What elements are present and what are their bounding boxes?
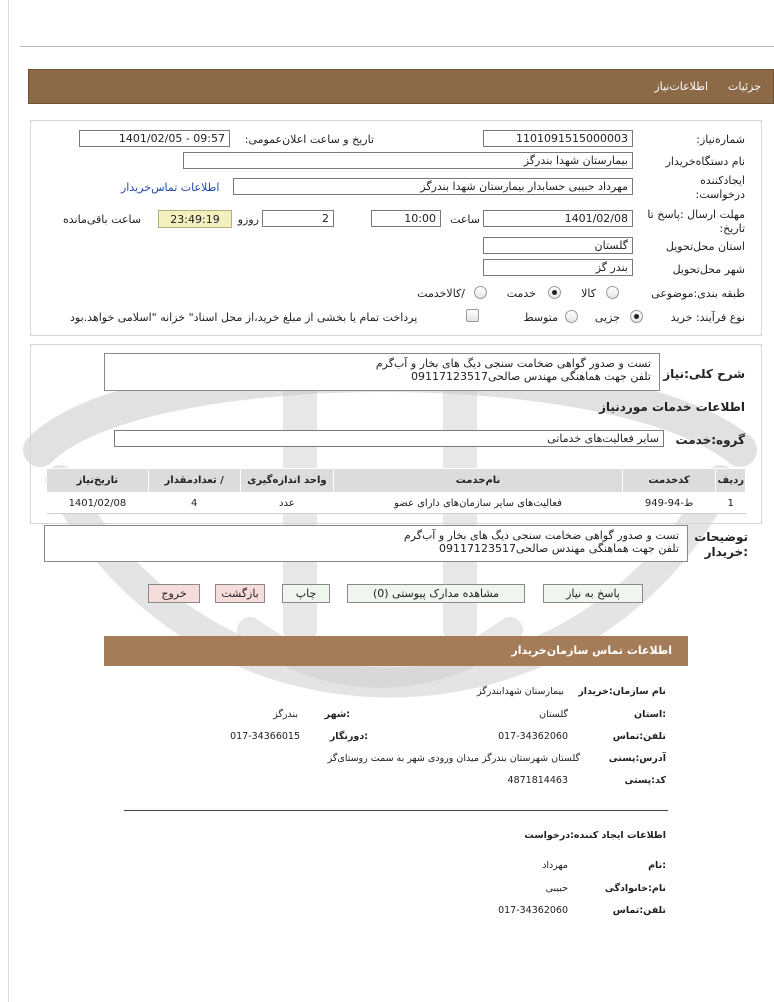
need-number-label: شماره‌نیاز: bbox=[696, 133, 745, 146]
category-label: طبقه بندی:موضوعی bbox=[651, 287, 745, 300]
contact-phone-label: تلفن:تماس bbox=[612, 731, 666, 742]
service-group-label: گروه:خدمت bbox=[675, 433, 745, 447]
deadline-date-field: 1401/02/08 bbox=[483, 210, 633, 227]
remaining-label: ساعت باقی‌مانده bbox=[63, 213, 142, 226]
contact-province-value: گلستان bbox=[539, 709, 568, 720]
col-quantity: / تعدادمقدار bbox=[148, 469, 240, 493]
creator-family-value: حبیبی bbox=[545, 883, 568, 894]
deadline-label-1: مهلت ارسال :پاسخ تا bbox=[647, 208, 745, 221]
tab-details[interactable]: جزئیات bbox=[728, 80, 761, 93]
treasury-payment-note: پرداخت تمام یا بخشی از مبلغ خرید،از محل اسناد" خزانه "اسلامی خواهد.بود bbox=[70, 311, 418, 324]
buyer-notes-label-2: :خریدار bbox=[704, 545, 748, 559]
reply-button[interactable]: پاسخ به نیاز bbox=[543, 584, 643, 603]
table-row bbox=[47, 493, 746, 514]
creator-info-title: اطلاعات ایجاد کننده:درخواست bbox=[524, 830, 666, 841]
print-button[interactable]: چاپ bbox=[282, 584, 330, 603]
contact-postal-label: کد:پستی bbox=[624, 775, 666, 786]
description-label: شرح کلی:نیاز bbox=[663, 367, 745, 381]
exit-button[interactable]: خروج bbox=[148, 584, 200, 603]
contact-header: اطلاعات تماس سازمان‌خریدار bbox=[104, 636, 688, 666]
services-title: اطلاعات خدمات موردنیاز bbox=[598, 400, 745, 414]
description-text bbox=[104, 353, 660, 391]
creator-family-label: نام:خانوادگی bbox=[604, 883, 666, 894]
attachments-button[interactable]: مشاهده مدارک پیوستی (0) bbox=[347, 584, 525, 603]
province-label: استان محل‌تحویل bbox=[665, 240, 745, 253]
col-need-date: تاریخ‌نیاز bbox=[47, 469, 149, 493]
creator-name-value: مهرداد bbox=[542, 860, 568, 871]
tab-need-info[interactable]: اطلاعات‌نیاز bbox=[654, 80, 709, 93]
creator-phone-value: 017-34362060 bbox=[498, 905, 568, 916]
process-label: نوع فرآیند: خرید bbox=[670, 311, 745, 324]
col-unit: واحد اندازه‌گیری bbox=[240, 469, 334, 493]
creator-field: مهرداد حبیبی حسابدار بیمارستان شهدا بندرگز bbox=[233, 178, 633, 195]
contact-postal-value: 4871814463 bbox=[507, 775, 568, 786]
contact-city-value: بندرگز bbox=[273, 709, 298, 720]
creator-label-1: ایجادکننده bbox=[700, 174, 745, 187]
buyer-notes-line-2: تلفن جهت هماهنگی مهندس صالحی09117123517 bbox=[439, 542, 679, 555]
category-radio-service[interactable] bbox=[548, 286, 561, 299]
buyer-notes-text bbox=[44, 525, 688, 562]
cell-unit: عدد bbox=[240, 493, 334, 514]
back-button[interactable]: بازگشت bbox=[215, 584, 265, 603]
cell-quantity: 4 bbox=[148, 493, 240, 514]
deadline-time-field: 10:00 bbox=[371, 210, 441, 227]
contact-divider bbox=[124, 810, 668, 811]
description-line-2: تلفن جهت هماهنگی مهندس صالحی09117123517 bbox=[411, 370, 651, 383]
category-radio-goods-service[interactable] bbox=[474, 286, 487, 299]
page-left-border bbox=[8, 0, 9, 1002]
process-radio-medium[interactable] bbox=[565, 310, 578, 323]
col-row: ردیف bbox=[716, 469, 746, 493]
creator-label-2: درخواست: bbox=[695, 188, 745, 201]
col-service-code: کدخدمت bbox=[622, 469, 716, 493]
days-label: روزو bbox=[237, 213, 259, 226]
description-line-1: تست و صدور گواهی ضخامت سنجی دیگ های بخار و آب‌گرم bbox=[375, 357, 651, 370]
creator-name-label: :نام bbox=[648, 860, 666, 871]
need-number-field: 1101091515000003 bbox=[483, 130, 633, 147]
province-field: گلستان bbox=[483, 237, 633, 254]
col-service-name: نام‌خدمت bbox=[334, 469, 622, 493]
time-label: ساعت bbox=[450, 213, 480, 226]
service-group-field: سایر فعالیت‌های خدماتی bbox=[114, 430, 664, 447]
tabs-header bbox=[28, 69, 774, 104]
category-option-goods-service: /کالاخدمت bbox=[417, 287, 465, 300]
treasury-payment-checkbox[interactable] bbox=[466, 309, 479, 322]
contact-fax-value: 017-34366015 bbox=[230, 731, 300, 742]
cell-service-code: ط-94-949 bbox=[622, 493, 716, 514]
process-option-minor: جزیی bbox=[594, 311, 620, 324]
contact-org-label: نام سازمان:خریدار bbox=[578, 686, 666, 697]
contact-city-label: :شهر bbox=[324, 709, 350, 720]
remaining-time: 23:49:19 bbox=[158, 210, 232, 228]
days-field: 2 bbox=[262, 210, 334, 227]
contact-fax-label: :دورنگار bbox=[329, 731, 368, 742]
process-radio-minor[interactable] bbox=[630, 310, 643, 323]
buyer-contact-link[interactable]: اطلاعات تماس‌خریدار bbox=[121, 181, 220, 194]
cell-row: 1 bbox=[716, 493, 746, 514]
category-radio-goods[interactable] bbox=[606, 286, 619, 299]
buyer-org-label: نام دستگاه‌خریدار bbox=[665, 155, 745, 168]
city-label: شهر محل‌تحویل bbox=[672, 263, 745, 276]
buyer-notes-line-1: تست و صدور گواهی ضخامت سنجی دیگ های بخار و آب‌گرم bbox=[403, 529, 679, 542]
contact-address-value: گلستان شهرستان بندرگز میدان ورودی شهر به سمت روستای‌گز bbox=[327, 753, 580, 764]
category-option-service: خدمت bbox=[506, 287, 536, 300]
cell-need-date: 1401/02/08 bbox=[47, 493, 149, 514]
contact-province-label: :استان bbox=[634, 709, 666, 720]
services-table-header bbox=[47, 469, 746, 493]
city-field: بندر گز bbox=[483, 259, 633, 276]
cell-service-name: فعالیت‌های سایر سازمان‌های دارای عضو bbox=[334, 493, 622, 514]
announce-label: تاریخ و ساعت اعلان‌عمومی: bbox=[244, 133, 374, 146]
services-table bbox=[46, 468, 746, 514]
contact-org-value: بیمارستان شهدابندرگز bbox=[476, 686, 564, 697]
buyer-notes-label-1: توضیحات bbox=[694, 530, 748, 544]
creator-phone-label: تلفن:تماس bbox=[612, 905, 666, 916]
announce-field: 1401/02/05 - 09:57 bbox=[79, 130, 230, 147]
contact-address-label: آدرس:پستی bbox=[608, 753, 666, 764]
contact-phone-value: 017-34362060 bbox=[498, 731, 568, 742]
process-option-medium: متوسط bbox=[523, 311, 558, 324]
deadline-label-2: تاریخ: bbox=[719, 222, 745, 235]
top-divider bbox=[20, 46, 774, 47]
category-option-goods: کالا bbox=[581, 287, 596, 300]
buyer-org-field: بیمارستان شهدا بندرگز bbox=[183, 152, 633, 169]
